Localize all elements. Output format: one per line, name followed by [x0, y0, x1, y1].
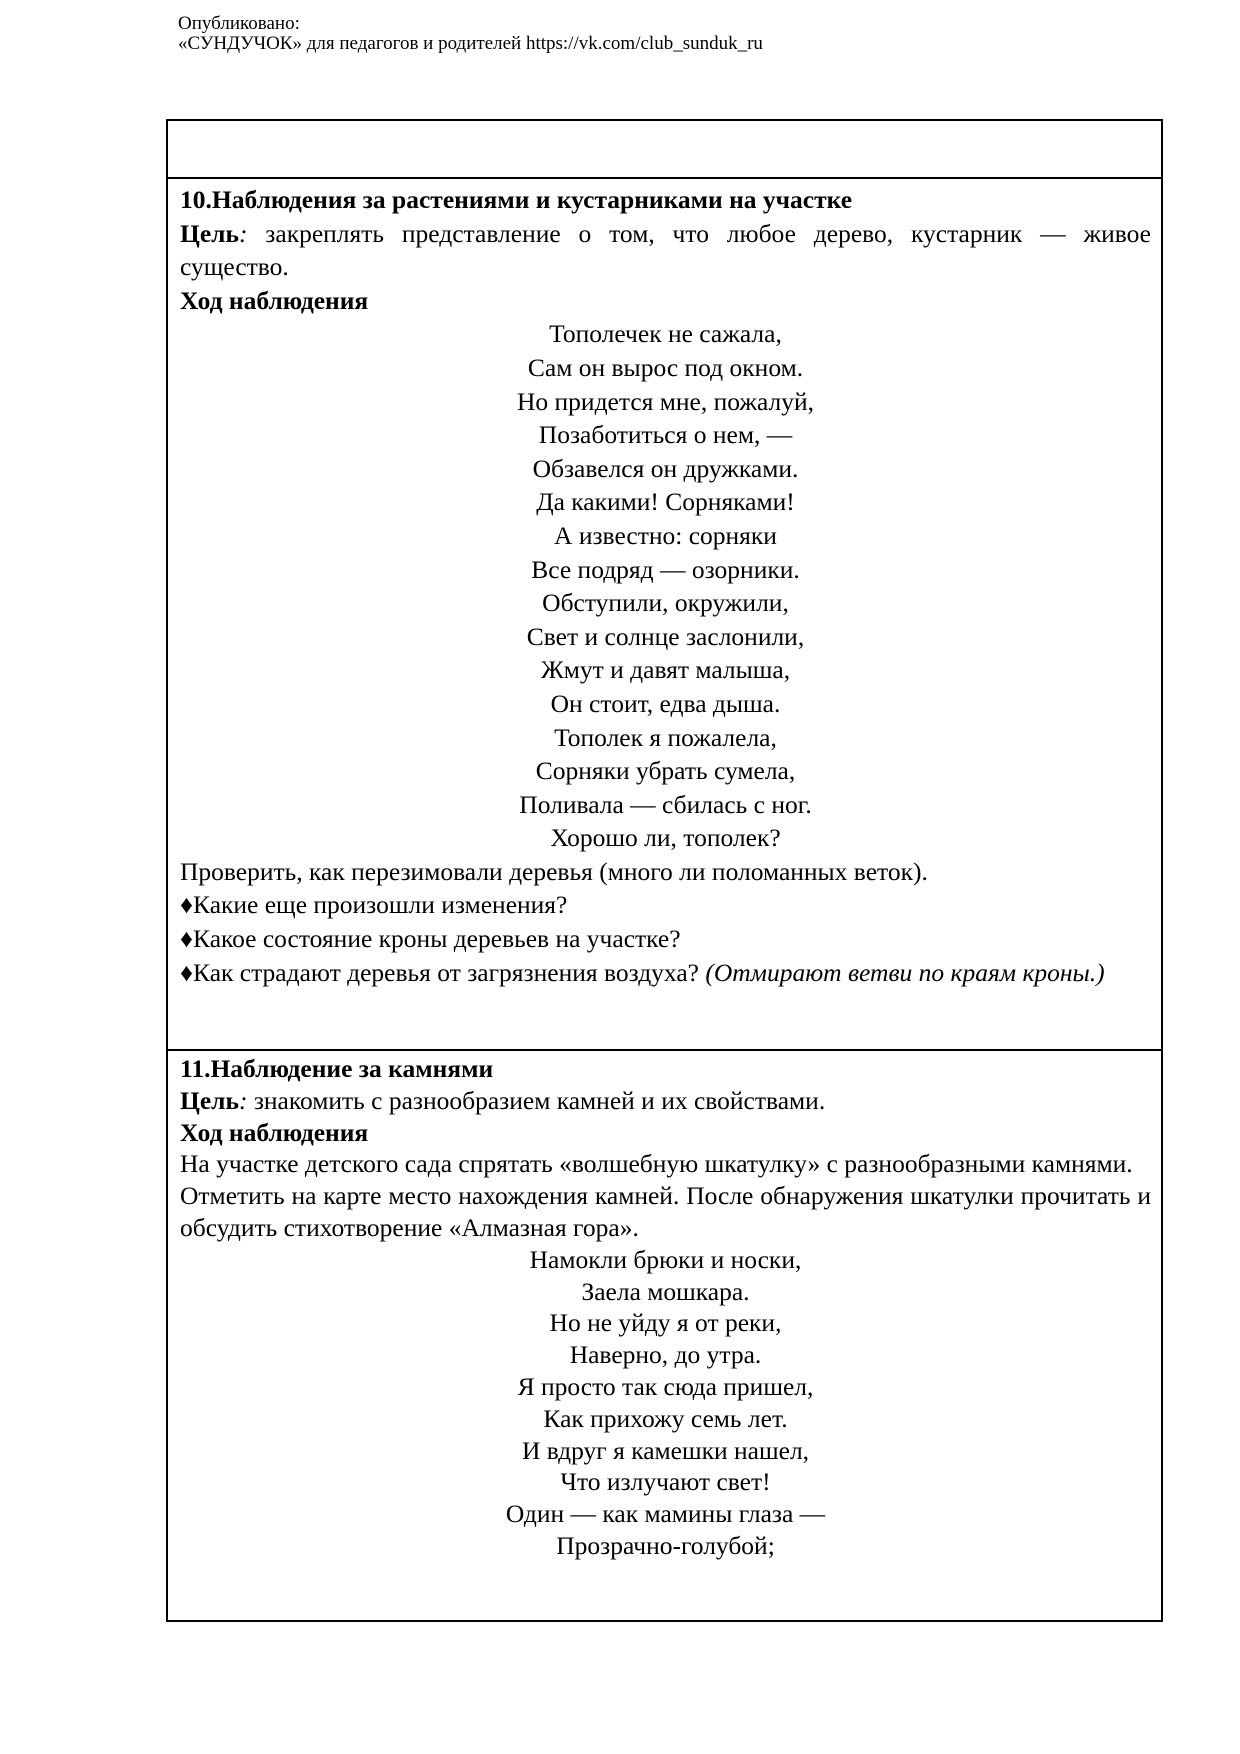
question-answer: (Отмирают ветви по краям кроны.) [705, 957, 1105, 987]
poem-line: Обзавелся он дружками. [532, 453, 799, 483]
poem-line: Намокли брюки и носки, [529, 1244, 802, 1274]
poem-line: Один — как мамины глаза — [505, 1499, 826, 1529]
poem-line: Да какими! Сорняками! [536, 487, 795, 517]
poem-line: Поливала — сбилась с ног. [519, 789, 812, 819]
section-11-title: 11.Наблюдение за камнями [180, 1054, 494, 1083]
poem-line: А известно: сорняки [554, 520, 777, 550]
section-10-title: 10.Наблюдения за растениями и кустарниками на участке [180, 185, 853, 214]
poem-line: Позаботиться о нем, — [538, 420, 793, 450]
poem-line: Заела мошкара. [581, 1276, 750, 1306]
poem-line: Я просто так сюда пришел, [517, 1371, 814, 1401]
poem-line: Все подряд — озорники. [531, 554, 800, 584]
poem-line: Но не уйду я от реки, [549, 1308, 782, 1338]
poem-line: Как прихожу семь лет. [543, 1403, 788, 1433]
poem-line: Но придется мне, пожалуй, [516, 386, 815, 416]
question-item: ♦Какое состояние кроны деревьев на участке? [180, 924, 681, 954]
poem-line: Сам он вырос под окном. [527, 352, 804, 382]
poem-line: Прозрачно-голубой; [556, 1530, 775, 1560]
goal-label: Цель [180, 1085, 239, 1115]
poem-line: Жмут и давят малыша, [540, 655, 791, 685]
question-item: ♦Как страдают деревья от загрязнения воздуха? (Отмирают ветви по краям кроны.) [180, 957, 1105, 987]
publisher-line: «СУНДУЧОК» для педагогов и родителей https://vk.com/club_sunduk_ru [178, 33, 763, 54]
check-instruction: Проверить, как перезимовали деревья (много ли поломанных веток). [180, 856, 928, 886]
poem-line: И вдруг я камешки нашел, [521, 1435, 810, 1465]
section-11-paragraph-2: Отметить на карте место нахождения камней. После обнаружения шкатулки прочитать и обсудить стихотворение «Алмазная гора». [180, 1181, 1151, 1242]
poem-line: Он стоит, едва дыша. [550, 688, 781, 718]
poem-line: Свет и солнце заслонили, [526, 621, 805, 651]
empty-row [168, 121, 1161, 177]
poem-line: Сорняки убрать сумела, [535, 756, 796, 786]
goal-separator: : [238, 1085, 248, 1115]
poem-line: Тополек я пожалела, [554, 722, 777, 752]
section-10-goal [180, 217, 1151, 284]
goal-text: закреплять представление о том, что любое дерево, кустарник — живое существо. [180, 218, 1151, 282]
goal-label: Цель [180, 218, 239, 248]
section-11-paragraph-1: На участке детского сада спрятать «волшебную шкатулку» с разнообразными камнями. [180, 1149, 1133, 1179]
question-item: ♦Какие еще произошли изменения? [180, 890, 568, 920]
poem-line: Что излучают свет! [560, 1467, 771, 1497]
diamond-bullet-icon: ♦ [180, 924, 194, 954]
diamond-bullet-icon: ♦ [180, 890, 194, 920]
poem-line: Хорошо ли, тополек? [550, 823, 781, 853]
published-label: Опубликовано: [178, 13, 300, 34]
section-10-cell [168, 177, 1161, 1049]
section-11-goal [180, 1085, 1151, 1117]
section-10-course-label: Ход наблюдения [180, 285, 369, 315]
diamond-bullet-icon: ♦ [180, 957, 194, 987]
poem-line: Обступили, окружили, [542, 588, 789, 618]
section-11-poem [180, 1244, 1151, 1562]
goal-separator: : [238, 218, 248, 248]
publication-header [178, 14, 763, 54]
goal-text: знакомить с разнообразием камней и их свойствами. [247, 1085, 826, 1115]
section-11-cell [168, 1049, 1161, 1620]
content-table [166, 119, 1163, 1622]
poem-line: Тополечек не сажала, [549, 319, 782, 349]
poem-line: Наверно, до утра. [569, 1340, 762, 1370]
section-11-course-label: Ход наблюдения [180, 1117, 369, 1147]
section-10-poem [180, 317, 1151, 855]
